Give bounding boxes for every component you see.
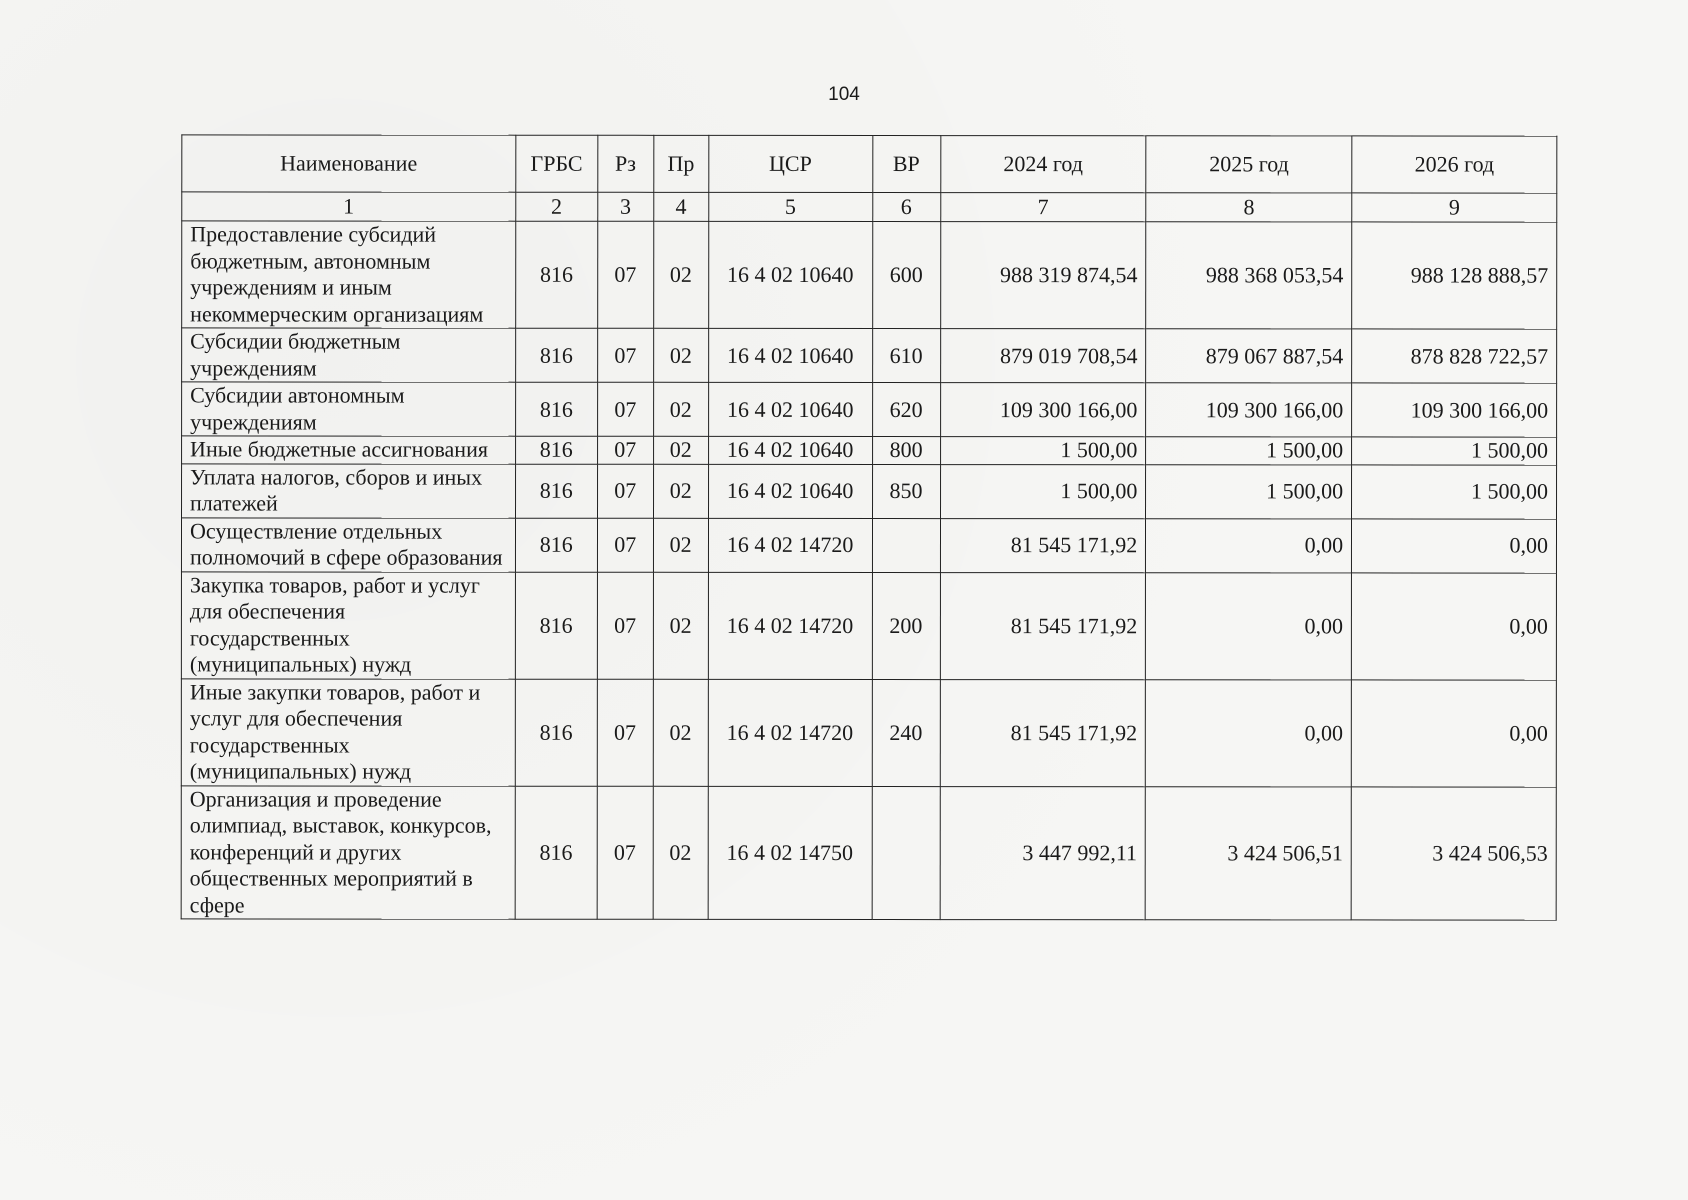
- row-2024: 81 545 171,92: [940, 679, 1146, 786]
- row-2026: 1 500,00: [1352, 437, 1557, 465]
- row-name: Субсидии автономным учреждениям: [182, 382, 516, 436]
- row-vr: 240: [872, 679, 940, 786]
- header-vr: ВР: [872, 136, 940, 193]
- row-rz: 07: [597, 464, 653, 518]
- row-pr: 02: [653, 679, 708, 786]
- header-2026: 2026 год: [1352, 136, 1557, 193]
- row-csr: 16 4 02 10640: [708, 436, 872, 464]
- row-2024: 3 447 992,11: [940, 786, 1146, 920]
- row-csr: 16 4 02 10640: [708, 464, 872, 518]
- row-vr: [872, 786, 940, 920]
- row-2026: 0,00: [1351, 572, 1556, 679]
- row-pr: 02: [653, 382, 708, 436]
- row-rz: 07: [597, 436, 653, 464]
- table-row: [181, 678, 1556, 786]
- row-csr: 16 4 02 10640: [708, 328, 872, 382]
- row-vr: 600: [872, 222, 940, 329]
- table-body: [181, 221, 1557, 920]
- row-grbs: 816: [515, 464, 597, 518]
- row-name: Уплата налогов, сборов и иных платежей: [182, 463, 516, 517]
- table-row: [181, 571, 1556, 679]
- index-cell: 6: [872, 193, 940, 222]
- row-vr: 620: [872, 383, 940, 437]
- row-rz: 07: [597, 518, 653, 572]
- budget-table: [181, 134, 1558, 920]
- row-name: Осуществление отдельных полномочий в сфере образования: [181, 517, 515, 571]
- row-pr: 02: [653, 221, 708, 328]
- row-grbs: 816: [515, 221, 597, 328]
- table-row: [181, 517, 1556, 572]
- row-grbs: 816: [515, 328, 597, 382]
- row-2024: 1 500,00: [940, 437, 1146, 465]
- row-pr: 02: [653, 436, 708, 464]
- index-cell: 4: [653, 192, 708, 221]
- row-name: Субсидии бюджетным учреждениям: [182, 328, 516, 382]
- row-2026: 878 828 722,57: [1352, 329, 1557, 383]
- row-2026: 0,00: [1352, 518, 1557, 572]
- row-2025: 879 067 887,54: [1146, 329, 1352, 383]
- row-grbs: 816: [515, 518, 597, 572]
- row-2025: 0,00: [1146, 518, 1352, 572]
- header-name: Наименование: [182, 135, 516, 192]
- table-row: [182, 328, 1557, 383]
- table-row: [182, 463, 1557, 518]
- header-rz: Рз: [598, 135, 654, 192]
- row-vr: 610: [872, 329, 940, 383]
- row-2025: 988 368 053,54: [1146, 222, 1352, 329]
- index-cell: 8: [1146, 193, 1352, 222]
- table-header-row: [182, 135, 1557, 193]
- row-2025: 109 300 166,00: [1146, 383, 1352, 437]
- row-grbs: 816: [515, 382, 597, 436]
- row-csr: 16 4 02 14720: [708, 572, 872, 679]
- row-csr: 16 4 02 10640: [708, 382, 872, 436]
- index-cell: 3: [598, 192, 654, 221]
- row-rz: 07: [597, 786, 653, 920]
- row-rz: 07: [597, 328, 653, 382]
- table-row: [182, 382, 1557, 437]
- header-grbs: ГРБС: [516, 135, 598, 192]
- row-name: Иные бюджетные ассигнования: [182, 436, 516, 464]
- table-row: [182, 436, 1557, 465]
- row-grbs: 816: [515, 436, 597, 464]
- row-2024: 81 545 171,92: [940, 572, 1146, 679]
- row-csr: 16 4 02 14720: [708, 679, 872, 786]
- row-grbs: 816: [515, 572, 597, 679]
- row-rz: 07: [597, 382, 653, 436]
- row-2026: 0,00: [1351, 679, 1556, 786]
- row-rz: 07: [597, 572, 653, 679]
- row-2026: 1 500,00: [1352, 464, 1557, 518]
- index-cell: 1: [182, 192, 516, 221]
- index-cell: 7: [940, 193, 1146, 222]
- row-vr: 800: [872, 437, 940, 465]
- row-name: Закупка товаров, работ и услуг для обеспечения государственных (муниципальных) нужд: [181, 571, 515, 678]
- row-grbs: 816: [515, 786, 597, 920]
- row-2025: 0,00: [1146, 572, 1352, 679]
- header-pr: Пр: [653, 135, 708, 192]
- row-2024: 1 500,00: [940, 464, 1146, 518]
- row-grbs: 816: [515, 679, 597, 786]
- index-cell: 9: [1352, 193, 1557, 222]
- row-2024: 109 300 166,00: [940, 383, 1146, 437]
- row-2026: 3 424 506,53: [1351, 786, 1556, 920]
- row-csr: 16 4 02 14750: [708, 786, 872, 920]
- row-vr: 200: [872, 572, 940, 679]
- row-rz: 07: [597, 221, 653, 328]
- row-pr: 02: [653, 518, 708, 572]
- row-vr: [872, 518, 940, 572]
- row-2024: 879 019 708,54: [940, 329, 1146, 383]
- row-2025: 3 424 506,51: [1145, 786, 1351, 920]
- table-row: [182, 221, 1557, 329]
- row-name: Организация и проведение олимпиад, выставок, конкурсов, конференций и других общественных мероприятий в сфере: [181, 785, 515, 919]
- row-pr: 02: [653, 572, 708, 679]
- row-rz: 07: [597, 679, 653, 786]
- row-2024: 81 545 171,92: [940, 518, 1146, 572]
- row-pr: 02: [653, 328, 708, 382]
- page-number: 104: [828, 84, 860, 105]
- row-csr: 16 4 02 14720: [708, 518, 872, 572]
- index-cell: 5: [708, 192, 872, 221]
- row-2026: 988 128 888,57: [1352, 222, 1557, 329]
- row-2024: 988 319 874,54: [940, 222, 1146, 329]
- row-vr: 850: [872, 464, 940, 518]
- index-cell: 2: [516, 192, 598, 221]
- row-2025: 0,00: [1146, 679, 1352, 786]
- table-index-row: [182, 192, 1557, 222]
- row-2025: 1 500,00: [1146, 464, 1352, 518]
- row-pr: 02: [653, 786, 708, 920]
- row-name: Иные закупки товаров, работ и услуг для обеспечения государственных (муниципальных) нужд: [181, 678, 515, 785]
- header-2024: 2024 год: [940, 136, 1146, 193]
- row-csr: 16 4 02 10640: [708, 221, 872, 328]
- header-csr: ЦСР: [708, 135, 872, 192]
- row-pr: 02: [653, 464, 708, 518]
- row-name: Предоставление субсидий бюджетным, автономным учреждениям и иным некоммерческим организациям: [182, 221, 516, 328]
- row-2025: 1 500,00: [1146, 437, 1352, 465]
- header-2025: 2025 год: [1146, 136, 1352, 193]
- table-row: [181, 785, 1556, 920]
- row-2026: 109 300 166,00: [1352, 383, 1557, 437]
